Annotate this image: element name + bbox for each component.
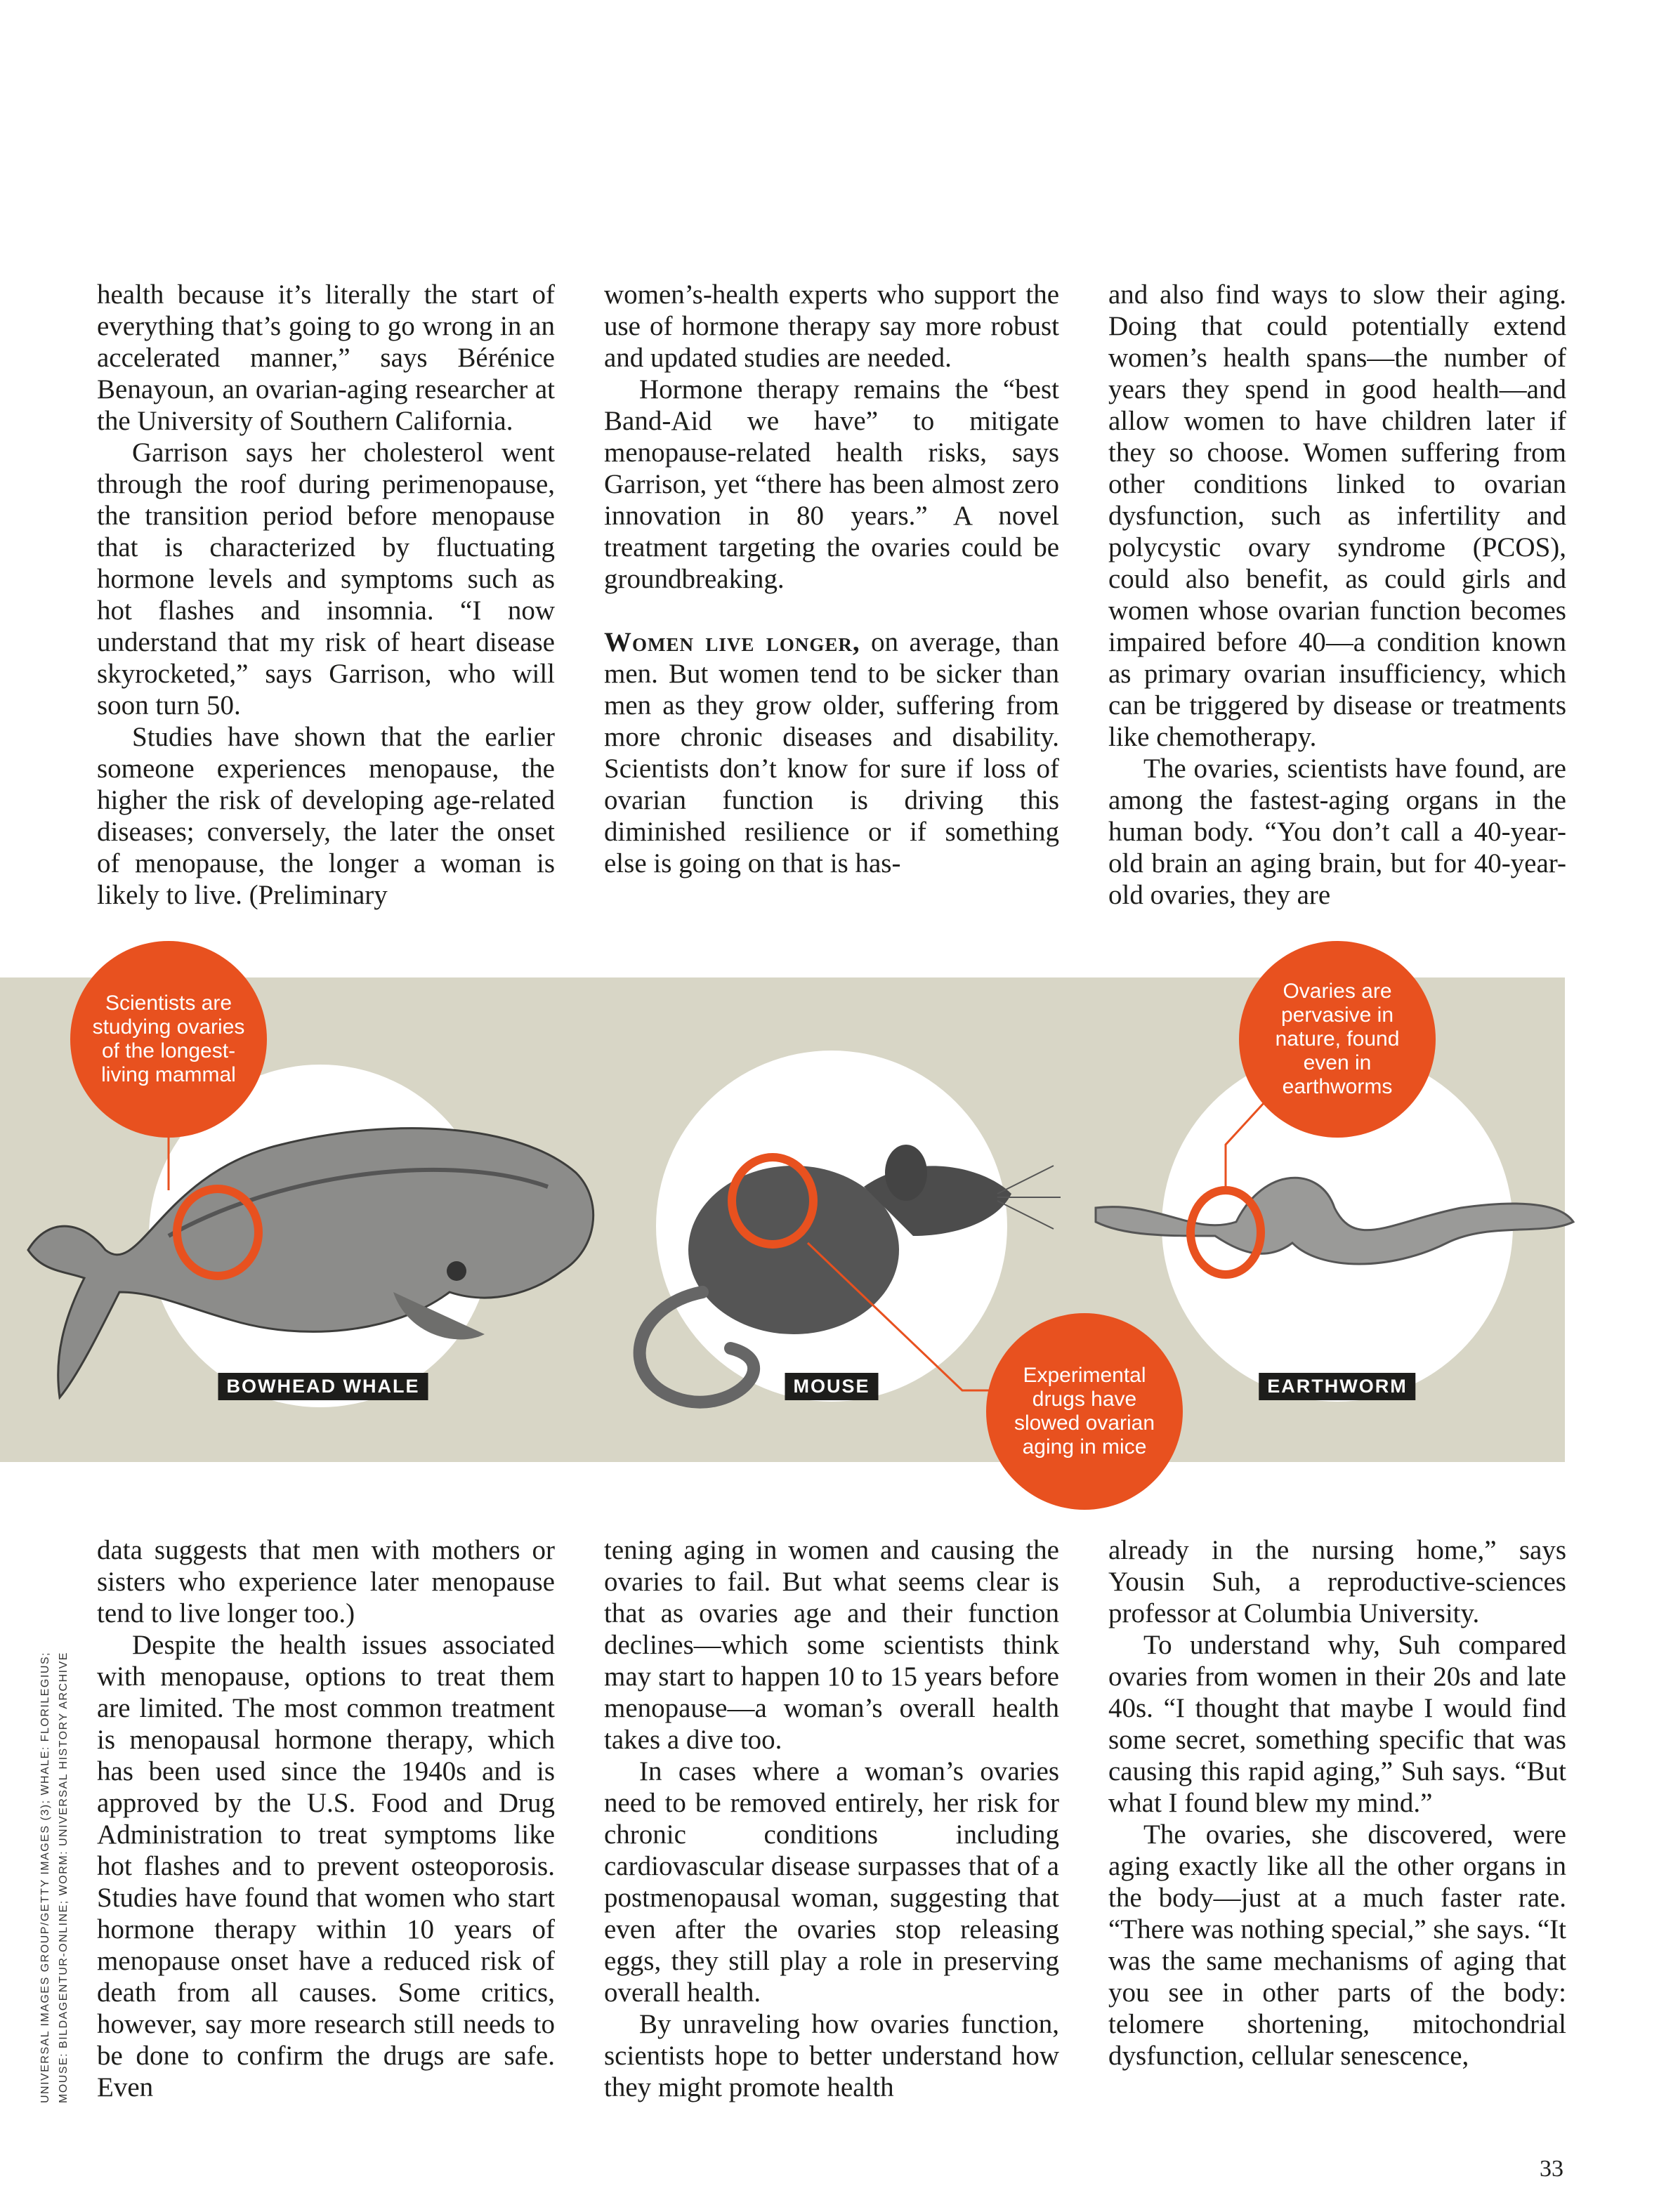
paragraph: Despite the health issues associated with menopause, options to treat them are limited. The most common treatment is menopausal hormone therapy, which has been used since the 1940s and is approved by the U.S. Food and Drug Administration to treat symptoms like hot flashes and to prevent osteoporosis. Studies have found that women who start hormone therapy within 10 years of menopause onset have a reduced risk of death from all causes. Some critics, however, say more research still needs to be done to confirm the drugs are safe. Even <box>97 1630 555 2102</box>
paragraph: tening aging in women and causing the ovaries to fail. But what seems clear is that as ovaries age and their function declines—which some scientists think may start to happen 10 to 15 years before menopause—a woman’s overall health takes a dive too. <box>604 1535 1059 1755</box>
paragraph: Garrison says her cholesterol went through the roof during perimenopause, the transition period before menopause that is characterized by fluctuating hormone levels and symptoms such as hot flashes and insomnia. “I now understand that my risk of heart disease skyrocketed,” says Garrison, who will soon turn 50. <box>97 437 555 720</box>
earthworm-illustration <box>1096 1178 1573 1264</box>
credit-line: UNIVERSAL IMAGES GROUP/GETTY IMAGES (3); WHALE: FLORILEGIUS; <box>39 1652 51 2103</box>
paragraph: data suggests that men with mothers or sisters who experience later menopause tend to live longer too.) <box>97 1535 555 1628</box>
section-paragraph <box>604 626 1059 879</box>
bottom-column-1 <box>97 1534 555 2103</box>
label-earthworm: EARTHWORM <box>1259 1373 1415 1400</box>
paragraph: By unraveling how ovaries function, scientists hope to better understand how they might promote health <box>604 2009 1059 2102</box>
paragraph: and also find ways to slow their aging. Doing that could potentially extend women’s health spans—the number of years they spend in good health—and allow women to have children later if they so choose. Women suffering from other conditions linked to ovarian dysfunction, such as infertility and polycystic ovary syndrome (PCOS), could also benefit, as could girls and women whose ovarian function becomes impaired before 40—a condition known as primary ovarian insufficiency, which can be triggered by disease or treatments like chemotherapy. <box>1108 279 1566 752</box>
callout-earthworm: Ovaries are pervasive in nature, found even in earthworms <box>1239 941 1436 1138</box>
paragraph: already in the nursing home,” says Yousin Suh, a reproductive-sciences professor at Columbia University. <box>1108 1535 1566 1628</box>
paragraph: women’s-health experts who support the use of hormone therapy say more robust and updated studies are needed. <box>604 279 1059 373</box>
top-column-2 <box>604 279 1059 879</box>
credit-line: MOUSE: BILDAGENTUR-ONLINE; WORM: UNIVERSAL HISTORY ARCHIVE <box>58 1652 70 2103</box>
section-lead-in: Women live longer, <box>604 627 860 657</box>
bottom-column-2 <box>604 1534 1059 2103</box>
photo-credit <box>37 1652 73 2103</box>
top-column-3 <box>1108 279 1566 911</box>
label-mouse: MOUSE <box>785 1373 878 1400</box>
paragraph: The ovaries, she discovered, were aging exactly like all the other organs in the body—just at a much faster rate. “There was nothing special,” she says. “It was the same mechanisms of aging that you see in other parts of the body: telomere shortening, mitochondrial dysfunction, cellular senescence, <box>1108 1819 1566 2071</box>
paragraph: health because it’s literally the start of everything that’s going to go wrong in an accelerated manner,” says Bérénice Benayoun, an ovarian-aging researcher at the University of Southern California. <box>97 279 555 436</box>
paragraph: Hormone therapy remains the “best Band-Aid we have” to mitigate menopause-related health risks, says Garrison, yet “there has been almost zero innovation in 80 years.” A novel treatment targeting the ovaries could be groundbreaking. <box>604 374 1059 594</box>
label-bowhead-whale: BOWHEAD WHALE <box>218 1373 428 1400</box>
paragraph: In cases where a woman’s ovaries need to be removed entirely, her risk for chronic conditions including cardiovascular disease surpasses that of a postmenopausal woman, suggesting that even after the ovaries stop releasing eggs, they still play a role in preserving overall health. <box>604 1756 1059 2008</box>
paragraph: The ovaries, scientists have found, are among the fastest-aging organs in the human body. “You don’t call a 40-year-old brain an aging brain, but for 40-year-old ovaries, they are <box>1108 753 1566 910</box>
whale-illustration <box>28 1128 594 1397</box>
page-number: 33 <box>1540 2156 1563 2182</box>
paragraph: Studies have shown that the earlier someone experiences menopause, the higher the risk of developing age-related diseases; conversely, the later the onset of menopause, the longer a woman is likely to live. (Preliminary <box>97 722 555 910</box>
paragraph: To understand why, Suh compared ovaries from women in their 20s and late 40s. “I thought that maybe I would find some secret, something specific that was causing this rapid aging,” Suh says. “But what I found blew my mind.” <box>1108 1630 1566 1818</box>
callout-whale: Scientists are studying ovaries of the longest-living mammal <box>70 941 267 1138</box>
top-column-1 <box>97 279 555 911</box>
bottom-column-3 <box>1108 1534 1566 2072</box>
section-text: on average, than men. But women tend to be sicker than men as they grow older, suffering from more chronic diseases and disability. Scientists don’t know for sure if loss of ovarian function is driving this diminished resilience or if something else is going on that is has- <box>604 627 1059 878</box>
mouse-illustration <box>640 1145 1061 1402</box>
callout-mouse: Experimental drugs have slowed ovarian aging in mice <box>986 1313 1183 1510</box>
